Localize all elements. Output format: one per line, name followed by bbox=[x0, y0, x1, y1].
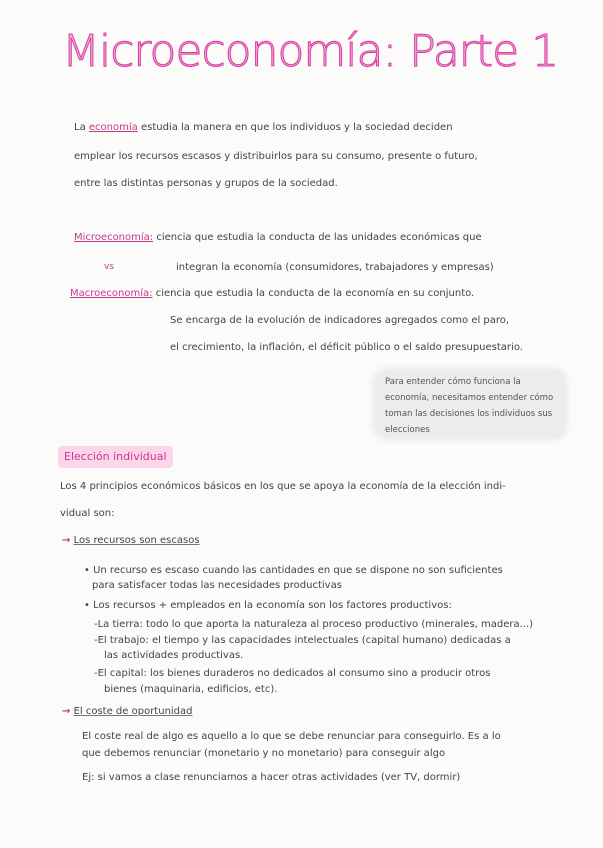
p1-detail-3-line-1: -El capital: los bienes duraderos no dedicados al consumo sino a producir otros bbox=[94, 668, 491, 679]
principle-2-title: El coste de oportunidad bbox=[73, 706, 193, 717]
p1-detail-3-line-2: bienes (maquinaria, edificios, etc). bbox=[104, 684, 278, 695]
p1-detail-2-line-2: las actividades productivas. bbox=[104, 650, 244, 661]
micro-line-1 bbox=[74, 232, 482, 243]
section-heading: Elección individual bbox=[58, 446, 173, 468]
principles-intro-1: Los 4 principios económicos básicos en los que se apoya la economía de la elección indi- bbox=[60, 481, 506, 492]
arrow-right-icon: → bbox=[62, 706, 71, 717]
intro-rest: estudia la manera en que los individuos y la sociedad deciden bbox=[140, 122, 453, 133]
p1-detail-1: -La tierra: todo lo que aporta la naturaleza al proceso productivo (minerales, madera...) bbox=[94, 619, 534, 630]
vs-label: vs bbox=[104, 262, 115, 272]
principles-intro-2: vidual son: bbox=[60, 508, 115, 519]
macro-line-3: el crecimiento, la inflación, el déficit público o el saldo presupuestario. bbox=[170, 342, 523, 353]
micro-def-1: ciencia que estudia la conducta de las unidades económicas que bbox=[156, 232, 482, 243]
p1-bullet-1-text: Un recurso es escaso cuando las cantidades en que se dispone no son suficientes bbox=[93, 565, 503, 576]
bullet-dot-icon: • bbox=[84, 600, 90, 611]
p1-detail-2-line-1: -El trabajo: el tiempo y las capacidades intelectuales (capital humano) dedicadas a bbox=[94, 635, 511, 646]
macro-label: Macroeconomía: bbox=[70, 288, 153, 299]
p1-bullet-1-line-2: para satisfacer todas las necesidades productivas bbox=[92, 580, 342, 591]
note-bubble: Para entender cómo funciona la economía, necesitamos entender cómo toman las decisiones los individuos sus elecciones bbox=[375, 370, 565, 438]
principle-2-heading bbox=[62, 706, 193, 717]
arrow-right-icon: → bbox=[62, 535, 71, 546]
macro-def-1: ciencia que estudia la conducta de la economía en su conjunto. bbox=[155, 288, 475, 299]
principle-1-title: Los recursos son escasos bbox=[73, 535, 200, 546]
p2-line-1: El coste real de algo es aquello a lo que se debe renunciar para conseguirlo. Es a lo bbox=[82, 731, 501, 742]
macro-line-2: Se encarga de la evolución de indicadores agregados como el paro, bbox=[170, 315, 510, 326]
p2-line-2: que debemos renunciar (monetario y no monetario) para conseguir algo bbox=[82, 748, 446, 759]
intro-prefix: La bbox=[74, 122, 86, 133]
intro-line-1 bbox=[74, 122, 453, 133]
micro-label: Microeconomía: bbox=[74, 232, 154, 243]
p1-bullet-2-text: Los recursos + empleados en la economía son los factores productivos: bbox=[93, 600, 452, 611]
intro-line-3: entre las distintas personas y grupos de la sociedad. bbox=[74, 178, 338, 189]
bullet-dot-icon: • bbox=[84, 565, 90, 576]
macro-line-1 bbox=[70, 288, 474, 299]
p1-bullet-1-line-1 bbox=[84, 565, 503, 576]
principle-1-heading bbox=[62, 535, 200, 546]
micro-line-2: integran la economía (consumidores, trabajadores y empresas) bbox=[176, 262, 494, 273]
page-title: Microeconomía: Parte 1 bbox=[62, 26, 559, 77]
p2-line-3: Ej: si vamos a clase renunciamos a hacer otras actividades (ver TV, dormir) bbox=[82, 772, 461, 783]
intro-line-2: emplear los recursos escasos y distribuirlos para su consumo, presente o futuro, bbox=[74, 151, 478, 162]
economia-term: economía bbox=[88, 122, 138, 133]
p1-bullet-2 bbox=[84, 600, 452, 611]
